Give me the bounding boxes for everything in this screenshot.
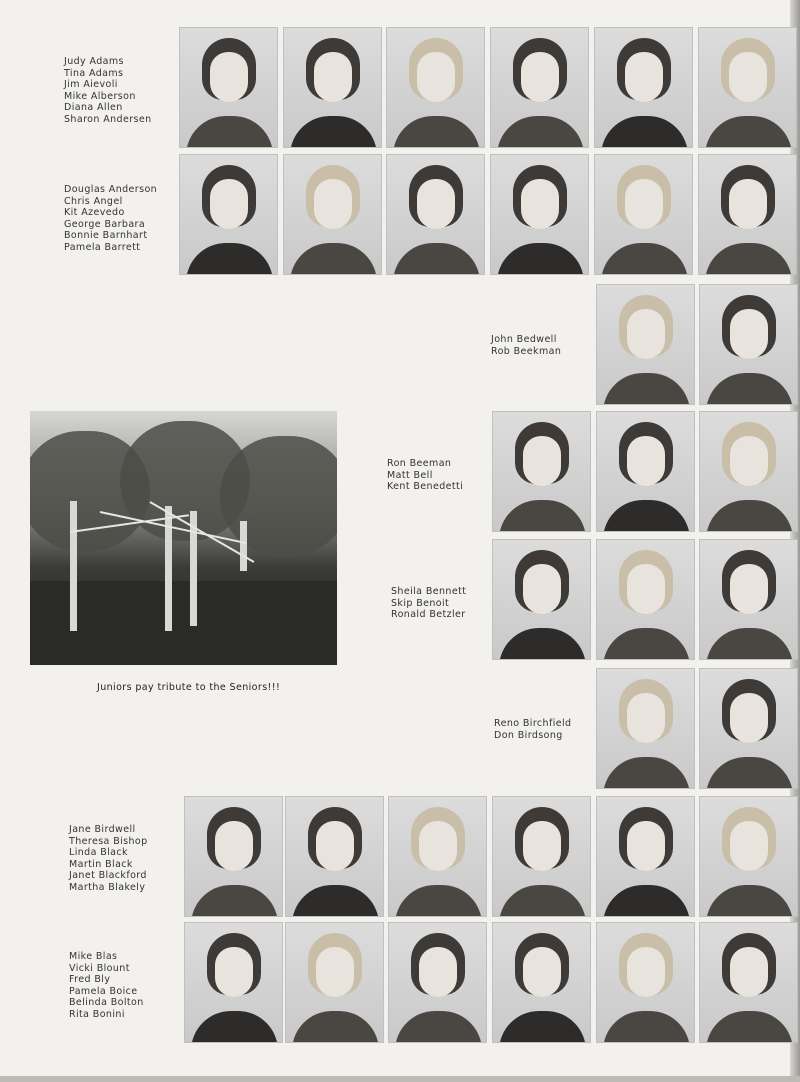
student-portrait [596,796,695,917]
student-portrait [492,539,591,660]
student-portrait [699,411,798,532]
portrait-shoulders [393,116,480,148]
portrait-shoulders [705,116,792,148]
student-name: Vicki Blount [69,962,130,974]
student-name: Theresa Bishop [69,835,148,847]
portrait-face [730,436,768,486]
candid-photo-orchard [30,411,337,665]
portrait-shoulders [603,373,690,405]
portrait-face [730,821,768,871]
portrait-shoulders [603,628,690,660]
portrait-face [210,179,248,229]
portrait-shoulders [603,500,690,532]
portrait-shoulders [186,243,273,275]
student-portrait [698,27,797,148]
portrait-shoulders [601,243,688,275]
student-name: Ron Beeman [387,458,452,469]
portrait-shoulders [499,500,586,532]
portrait-face [729,179,767,229]
student-portrait [386,27,485,148]
student-portrait [283,27,382,148]
student-portrait [386,154,485,275]
portrait-shoulders [603,885,690,917]
portrait-face [523,821,561,871]
student-name: Chris Angel [64,195,123,207]
portrait-face [210,52,248,102]
name-list-row-4 [387,458,463,493]
student-portrait [699,922,798,1043]
name-list-row-6 [494,718,571,741]
student-name: Martin Black [69,858,133,870]
portrait-face [730,564,768,614]
student-name: Douglas Anderson [64,184,158,195]
page-edge-bottom [0,1076,800,1082]
tree-canopy [220,436,337,556]
student-portrait [283,154,382,275]
student-portrait [388,796,487,917]
portrait-shoulders [706,628,793,660]
student-name: Judy Adams [64,56,124,67]
student-portrait [594,154,693,275]
student-portrait [492,796,591,917]
student-name: Kit Azevedo [64,207,125,219]
student-name: Pamela Boice [69,985,138,997]
portrait-face [314,179,352,229]
tree-trunk [240,521,247,571]
student-name: Mike Blas [69,951,118,962]
portrait-face [627,564,665,614]
student-name: Rob Beekman [491,345,562,357]
portrait-shoulders [601,116,688,148]
portrait-face [314,52,352,102]
portrait-shoulders [292,1011,379,1043]
name-list-row-5 [391,586,466,621]
student-portrait [285,922,384,1043]
portrait-shoulders [395,885,482,917]
student-name: Linda Black [69,847,128,859]
name-list-row-2 [64,184,157,254]
portrait-shoulders [706,757,793,789]
portrait-face [627,309,665,359]
student-portrait [699,796,798,917]
student-name: John Bedwell [491,334,557,345]
name-list-row-1 [64,56,152,126]
student-portrait [179,27,278,148]
student-portrait [596,284,695,405]
portrait-face [523,436,561,486]
student-name: Ronald Betzler [391,609,466,621]
portrait-face [521,52,559,102]
portrait-face [316,821,354,871]
portrait-shoulders [191,885,278,917]
student-portrait [699,284,798,405]
portrait-face [627,436,665,486]
portrait-face [627,693,665,743]
student-portrait [699,539,798,660]
student-portrait [490,154,589,275]
portrait-face [215,821,253,871]
student-portrait [285,796,384,917]
student-name: Jim Aievoli [64,79,118,91]
student-portrait [698,154,797,275]
portrait-shoulders [290,243,377,275]
portrait-face [730,947,768,997]
student-name: Jane Birdwell [69,824,136,835]
student-name: Matt Bell [387,469,433,481]
portrait-shoulders [706,373,793,405]
student-name: Tina Adams [64,67,124,79]
student-portrait [699,668,798,789]
portrait-shoulders [290,116,377,148]
portrait-face [730,693,768,743]
portrait-shoulders [393,243,480,275]
student-portrait [594,27,693,148]
student-name: Martha Blakely [69,881,146,893]
portrait-shoulders [186,116,273,148]
portrait-shoulders [706,500,793,532]
portrait-shoulders [395,1011,482,1043]
portrait-face [627,821,665,871]
name-list-row-7 [69,824,148,894]
portrait-shoulders [603,757,690,789]
portrait-face [625,179,663,229]
portrait-face [730,309,768,359]
portrait-shoulders [497,243,584,275]
student-name: George Barbara [64,218,146,230]
student-name: Sheila Bennett [391,586,467,597]
portrait-face [625,52,663,102]
student-name: Pamela Barrett [64,241,141,253]
photo-caption: Juniors pay tribute to the Seniors!!! [97,682,281,693]
name-list-row-3 [491,334,561,357]
student-portrait [596,411,695,532]
student-name: Sharon Andersen [64,113,152,125]
portrait-face [215,947,253,997]
student-name: Mike Alberson [64,90,136,102]
student-name: Don Birdsong [494,729,563,741]
student-portrait [596,539,695,660]
portrait-shoulders [292,885,379,917]
portrait-shoulders [499,1011,586,1043]
name-list-row-8 [69,951,144,1021]
student-portrait [492,411,591,532]
student-portrait [596,668,695,789]
portrait-shoulders [706,885,793,917]
portrait-shoulders [705,243,792,275]
student-portrait [179,154,278,275]
portrait-shoulders [497,116,584,148]
student-name: Diana Allen [64,102,123,114]
portrait-face [419,821,457,871]
tree-trunk [70,501,77,631]
student-portrait [184,922,283,1043]
portrait-face [627,947,665,997]
portrait-face [729,52,767,102]
student-name: Rita Bonini [69,1008,125,1020]
portrait-face [523,564,561,614]
portrait-face [419,947,457,997]
student-name: Bonnie Barnhart [64,230,148,242]
portrait-face [523,947,561,997]
student-portrait [596,922,695,1043]
portrait-face [417,179,455,229]
portrait-face [417,52,455,102]
student-name: Skip Benoit [391,597,450,609]
portrait-face [521,179,559,229]
portrait-shoulders [499,628,586,660]
student-name: Fred Bly [69,974,111,986]
student-name: Reno Birchfield [494,718,572,729]
student-name: Janet Blackford [69,870,147,882]
student-portrait [388,922,487,1043]
student-name: Kent Benedetti [387,481,464,493]
portrait-shoulders [603,1011,690,1043]
portrait-face [316,947,354,997]
student-portrait [490,27,589,148]
student-portrait [184,796,283,917]
student-portrait [492,922,591,1043]
portrait-shoulders [191,1011,278,1043]
portrait-shoulders [499,885,586,917]
portrait-shoulders [706,1011,793,1043]
student-name: Belinda Bolton [69,997,144,1009]
